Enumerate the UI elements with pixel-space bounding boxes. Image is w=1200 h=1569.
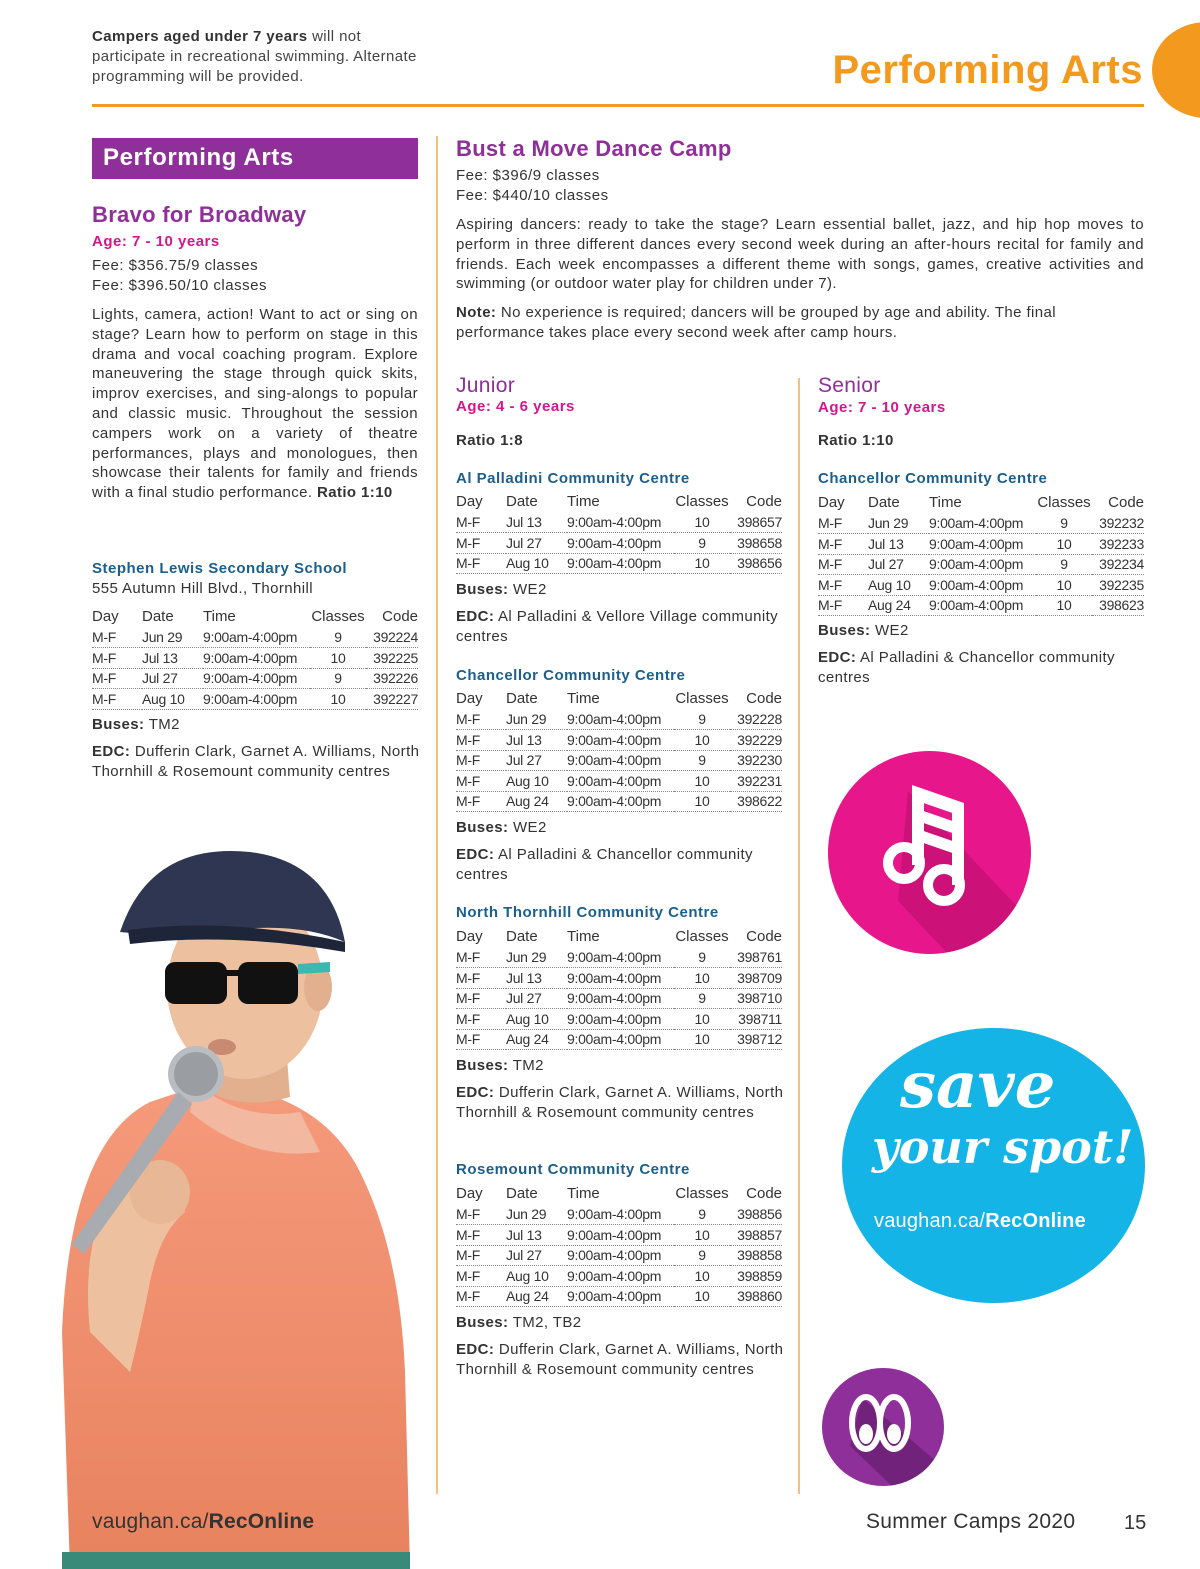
edc-info [456,1083,786,1123]
table-row [456,1286,782,1307]
boy-singing-photo [0,812,430,1569]
note-label: Note: [456,304,497,321]
date-cell: Aug 24 [506,1286,567,1307]
col-classes: Classes [675,1185,729,1202]
table-row [456,947,782,968]
day-cell: M-F [818,595,868,616]
col-code: Code [746,928,782,945]
save-your-spot-badge[interactable] [842,1028,1145,1303]
date-cell: Jul 13 [506,1225,567,1246]
col-date: Date [506,493,538,510]
classes-cell: 10 [674,1225,730,1246]
venue-name: North Thornhill Community Centre [456,904,719,921]
classes-cell: 10 [674,771,730,792]
program-description [92,305,418,503]
time-cell: 9:00am-4:00pm [567,791,674,812]
col-code: Code [1108,494,1144,511]
day-cell: M-F [456,1009,506,1030]
col-time: Time [203,608,236,625]
date-cell: Aug 10 [506,1009,567,1030]
day-cell: M-F [456,968,506,989]
section-banner: Performing Arts [92,138,418,179]
buses-label: Buses: [456,581,509,598]
program-age: Age: 7 - 10 years [92,233,220,250]
code-cell: 392224 [366,627,418,648]
buses-value: WE2 [513,581,547,598]
classes-cell: 9 [1036,513,1092,534]
day-cell: M-F [456,1225,506,1246]
table-row [818,554,1144,575]
time-cell: 9:00am-4:00pm [567,730,674,751]
table-row [92,627,418,648]
date-cell: Jun 29 [868,513,929,534]
col-classes: Classes [675,690,729,707]
day-cell: M-F [92,689,142,710]
day-cell: M-F [456,750,506,771]
code-cell: 392232 [1092,513,1144,534]
edc-info [456,607,786,647]
time-cell: 9:00am-4:00pm [567,553,674,574]
venue-address: 555 Autumn Hill Blvd., Thornhill [92,580,313,597]
time-cell: 9:00am-4:00pm [567,771,674,792]
ratio-label: Ratio 1:10 [316,484,393,502]
promo-url-bold: RecOnline [985,1210,1086,1232]
day-cell: M-F [456,947,506,968]
classes-cell: 10 [674,791,730,812]
fee-line: Fee: $396/9 classes [456,167,600,184]
edc-label: EDC: [818,649,857,666]
edc-value: Al Palladini & Vellore Village community centres [456,608,779,645]
edc-info [818,648,1144,688]
ballet-shoes-icon [822,1368,944,1486]
date-cell: Jul 27 [506,1245,567,1266]
code-cell: 392226 [366,668,418,689]
promo-url[interactable] [874,1210,1086,1233]
time-cell: 9:00am-4:00pm [929,534,1036,555]
date-cell: Jul 13 [506,968,567,989]
date-cell: Jul 27 [506,750,567,771]
col-classes: Classes [675,493,729,510]
buses-value: TM2 [512,1057,544,1074]
date-cell: Aug 10 [506,771,567,792]
time-cell: 9:00am-4:00pm [567,947,674,968]
day-cell: M-F [456,1204,506,1225]
classes-cell: 9 [674,533,730,554]
venue-name: Chancellor Community Centre [818,470,1048,487]
save-text: save [900,1048,1056,1123]
table-row [92,668,418,689]
venue-name: Chancellor Community Centre [456,667,686,684]
code-cell: 398860 [730,1286,782,1307]
date-cell: Aug 10 [506,1266,567,1287]
time-cell: 9:00am-4:00pm [203,627,310,648]
time-cell: 9:00am-4:00pm [929,595,1036,616]
table-row [818,595,1144,616]
schedule-table [92,606,418,710]
schedule-table [456,1183,782,1307]
classes-cell: 10 [674,1266,730,1287]
code-cell: 398711 [730,1009,782,1030]
edc-info [92,742,422,782]
day-cell: M-F [92,668,142,689]
time-cell: 9:00am-4:00pm [203,648,310,669]
day-cell: M-F [92,648,142,669]
time-cell: 9:00am-4:00pm [567,709,674,730]
table-row [818,575,1144,596]
table-row [456,1204,782,1225]
col-day: Day [456,493,483,510]
time-cell: 9:00am-4:00pm [567,1029,674,1050]
time-cell: 9:00am-4:00pm [567,988,674,1009]
day-cell: M-F [456,730,506,751]
time-cell: 9:00am-4:00pm [567,1009,674,1030]
day-cell: M-F [818,554,868,575]
time-cell: 9:00am-4:00pm [567,533,674,554]
date-cell: Jun 29 [506,709,567,730]
classes-cell: 10 [674,1286,730,1307]
table-row [456,1009,782,1030]
time-cell: 9:00am-4:00pm [567,968,674,989]
table-row [818,513,1144,534]
time-cell: 9:00am-4:00pm [929,513,1036,534]
day-cell: M-F [818,513,868,534]
date-cell: Jul 13 [142,648,203,669]
code-cell: 392227 [366,689,418,710]
day-cell: M-F [818,534,868,555]
schedule-table [818,492,1144,616]
classes-cell: 10 [310,648,366,669]
classes-cell: 10 [1036,595,1092,616]
table-row [456,968,782,989]
table-row [92,648,418,669]
buses-label: Buses: [456,819,509,836]
table-row [92,689,418,710]
classes-cell: 10 [674,730,730,751]
col-date: Date [506,1185,538,1202]
date-cell: Aug 10 [506,553,567,574]
promo-url-prefix: vaughan.ca/ [874,1210,986,1232]
footer-url-bold: RecOnline [208,1510,315,1533]
table-row [818,534,1144,555]
schedule-table [456,926,782,1050]
code-cell: 392233 [1092,534,1144,555]
code-cell: 392225 [366,648,418,669]
edc-label: EDC: [456,608,495,625]
code-cell: 398656 [730,553,782,574]
table-row [456,791,782,812]
code-cell: 392231 [730,771,782,792]
day-cell: M-F [456,553,506,574]
classes-cell: 9 [674,988,730,1009]
program-fees [92,256,418,296]
classes-cell: 9 [674,750,730,771]
day-cell: M-F [456,512,506,533]
col-classes: Classes [311,608,365,625]
code-cell: 392229 [730,730,782,751]
classes-cell: 10 [674,1009,730,1030]
schedule-table [456,688,782,812]
classes-cell: 10 [310,689,366,710]
table-row [456,533,782,554]
column-divider-left [436,136,438,1494]
edc-info [456,845,786,885]
code-cell: 392228 [730,709,782,730]
code-cell: 398622 [730,791,782,812]
col-time: Time [567,690,600,707]
classes-cell: 10 [674,553,730,574]
edc-value: Al Palladini & Chancellor community centres [456,846,753,883]
col-time: Time [567,1185,600,1202]
code-cell: 398623 [1092,595,1144,616]
day-cell: M-F [456,791,506,812]
day-cell: M-F [92,627,142,648]
fee-line: Fee: $356.75/9 classes [92,257,259,274]
col-day: Day [818,494,845,511]
date-cell: Jul 13 [506,730,567,751]
code-cell: 398657 [730,512,782,533]
code-cell: 398712 [730,1029,782,1050]
classes-cell: 10 [1036,534,1092,555]
classes-cell: 10 [674,512,730,533]
code-cell: 398858 [730,1245,782,1266]
buses-info [818,621,909,641]
time-cell: 9:00am-4:00pm [567,1245,674,1266]
dance-fees [456,166,609,206]
day-cell: M-F [456,1245,506,1266]
time-cell: 9:00am-4:00pm [203,668,310,689]
time-cell: 9:00am-4:00pm [567,1204,674,1225]
day-cell: M-F [818,575,868,596]
code-cell: 398856 [730,1204,782,1225]
table-row [456,730,782,751]
table-row [456,1245,782,1266]
description-text: Lights, camera, action! Want to act or sing on stage? Learn how to perform on stage in this drama and vocal coaching program. Explore maneuvering the stage through quick skits, improv exercises, and sing-alongs to popular and classic music. Throughout the session campers work on a variety of theatre performances, plays and monologues, then showcase their talents for family and friends with a final studio performance. [92,306,418,502]
col-day: Day [456,690,483,707]
buses-info [456,1313,582,1333]
code-cell: 398761 [730,947,782,968]
column-divider-right [798,378,800,1494]
venue-name: Stephen Lewis Secondary School [92,560,348,577]
time-cell: 9:00am-4:00pm [567,512,674,533]
buses-info [456,580,547,600]
date-cell: Aug 24 [506,791,567,812]
day-cell: M-F [456,1029,506,1050]
program-title: Bravo for Broadway [92,202,307,227]
table-row [456,1225,782,1246]
col-day: Day [456,928,483,945]
date-cell: Aug 24 [868,595,929,616]
edc-value: Al Palladini & Chancellor community centres [818,649,1115,686]
date-cell: Jun 29 [142,627,203,648]
edc-label: EDC: [92,743,131,760]
buses-label: Buses: [818,622,871,639]
senior-heading: Senior [818,374,881,397]
buses-info [456,818,547,838]
code-cell: 392230 [730,750,782,771]
buses-label: Buses: [456,1314,509,1331]
edc-info [456,1340,786,1380]
footer-publication: Summer Camps 2020 [866,1510,1076,1533]
day-cell: M-F [456,771,506,792]
junior-ratio: Ratio 1:8 [456,432,523,449]
buses-value: TM2, TB2 [512,1314,582,1331]
day-cell: M-F [456,709,506,730]
footer-url-prefix: vaughan.ca/ [92,1510,209,1533]
buses-label: Buses: [92,716,145,733]
classes-cell: 10 [674,1029,730,1050]
col-day: Day [456,1185,483,1202]
edc-label: EDC: [456,846,495,863]
time-cell: 9:00am-4:00pm [929,554,1036,575]
date-cell: Jul 13 [506,512,567,533]
senior-age: Age: 7 - 10 years [818,399,946,416]
classes-cell: 9 [674,1204,730,1225]
time-cell: 9:00am-4:00pm [203,689,310,710]
day-cell: M-F [456,1286,506,1307]
col-date: Date [142,608,174,625]
your-spot-text: your spot! [872,1120,1134,1174]
footer-url[interactable] [92,1510,314,1534]
date-cell: Jun 29 [506,1204,567,1225]
swimming-note-bold: Campers aged under 7 years [92,28,308,45]
time-cell: 9:00am-4:00pm [567,750,674,771]
date-cell: Aug 10 [142,689,203,710]
dance-note [456,303,1146,343]
venue-name: Rosemount Community Centre [456,1161,690,1178]
fee-line: Fee: $440/10 classes [456,187,609,204]
col-time: Time [567,928,600,945]
col-code: Code [746,690,782,707]
page-title: Performing Arts [832,48,1143,92]
header-divider [92,104,1144,107]
table-row [456,1029,782,1050]
day-cell: M-F [456,1266,506,1287]
table-row [456,512,782,533]
classes-cell: 9 [674,1245,730,1266]
table-row [456,988,782,1009]
date-cell: Jul 27 [506,988,567,1009]
code-cell: 398709 [730,968,782,989]
swimming-note-text: will not participate in recreational swimming. Alternate programming will be provided. [92,28,417,85]
music-badge [828,751,1031,954]
dance-description: Aspiring dancers: ready to take the stage? Learn essential ballet, jazz, and hip hop moves to perform in three different dances every second week during an after-hours recital for family and friends. Each week encompasses a different theme with songs, games, creative activities and swimming (or outdoor water play for children under 7). [456,216,1144,293]
day-cell: M-F [456,533,506,554]
code-cell: 398658 [730,533,782,554]
col-date: Date [506,928,538,945]
venue-name: Al Palladini Community Centre [456,470,690,487]
edc-label: EDC: [456,1084,495,1101]
code-cell: 398710 [730,988,782,1009]
music-note-icon [828,751,1031,954]
table-row [456,709,782,730]
code-cell: 398857 [730,1225,782,1246]
buses-value: TM2 [148,716,180,733]
junior-age: Age: 4 - 6 years [456,398,575,415]
junior-heading: Junior [456,374,515,397]
note-text: No experience is required; dancers will be grouped by age and ability. The final performance takes place every second week after camp hours. [456,304,1056,341]
time-cell: 9:00am-4:00pm [929,575,1036,596]
col-date: Date [868,494,900,511]
table-row [456,771,782,792]
date-cell: Jul 27 [506,533,567,554]
date-cell: Jul 27 [868,554,929,575]
edc-value: Dufferin Clark, Garnet A. Williams, North Thornhill & Rosemount community centres [456,1341,784,1378]
dance-title: Bust a Move Dance Camp [456,136,732,161]
buses-value: WE2 [875,622,909,639]
buses-label: Buses: [456,1057,509,1074]
code-cell: 392235 [1092,575,1144,596]
swimming-note [92,27,437,87]
time-cell: 9:00am-4:00pm [567,1266,674,1287]
time-cell: 9:00am-4:00pm [567,1225,674,1246]
date-cell: Aug 10 [868,575,929,596]
schedule-table [456,491,782,574]
ballet-badge [822,1368,944,1486]
date-cell: Jul 27 [142,668,203,689]
date-cell: Aug 24 [506,1029,567,1050]
date-cell: Jul 13 [868,534,929,555]
classes-cell: 9 [1036,554,1092,575]
edc-value: Dufferin Clark, Garnet A. Williams, North Thornhill & Rosemount community centres [456,1084,784,1121]
classes-cell: 9 [674,709,730,730]
col-classes: Classes [675,928,729,945]
code-cell: 392234 [1092,554,1144,575]
edc-label: EDC: [456,1341,495,1358]
col-classes: Classes [1037,494,1091,511]
senior-ratio: Ratio 1:10 [818,432,894,449]
col-code: Code [746,493,782,510]
day-cell: M-F [456,988,506,1009]
classes-cell: 9 [310,668,366,689]
col-time: Time [929,494,962,511]
col-date: Date [506,690,538,707]
section-tab [1152,22,1200,118]
col-day: Day [92,608,119,625]
fee-line: Fee: $396.50/10 classes [92,277,267,294]
table-row [456,750,782,771]
col-code: Code [746,1185,782,1202]
time-cell: 9:00am-4:00pm [567,1286,674,1307]
classes-cell: 9 [310,627,366,648]
classes-cell: 10 [674,968,730,989]
classes-cell: 10 [1036,575,1092,596]
code-cell: 398859 [730,1266,782,1287]
col-time: Time [567,493,600,510]
edc-value: Dufferin Clark, Garnet A. Williams, North Thornhill & Rosemount community centres [92,743,420,780]
buses-info [456,1056,544,1076]
classes-cell: 9 [674,947,730,968]
table-row [456,553,782,574]
buses-value: WE2 [513,819,547,836]
date-cell: Jun 29 [506,947,567,968]
table-row [456,1266,782,1287]
page-number: 15 [1124,1512,1147,1534]
col-code: Code [382,608,418,625]
buses-info [92,715,180,735]
